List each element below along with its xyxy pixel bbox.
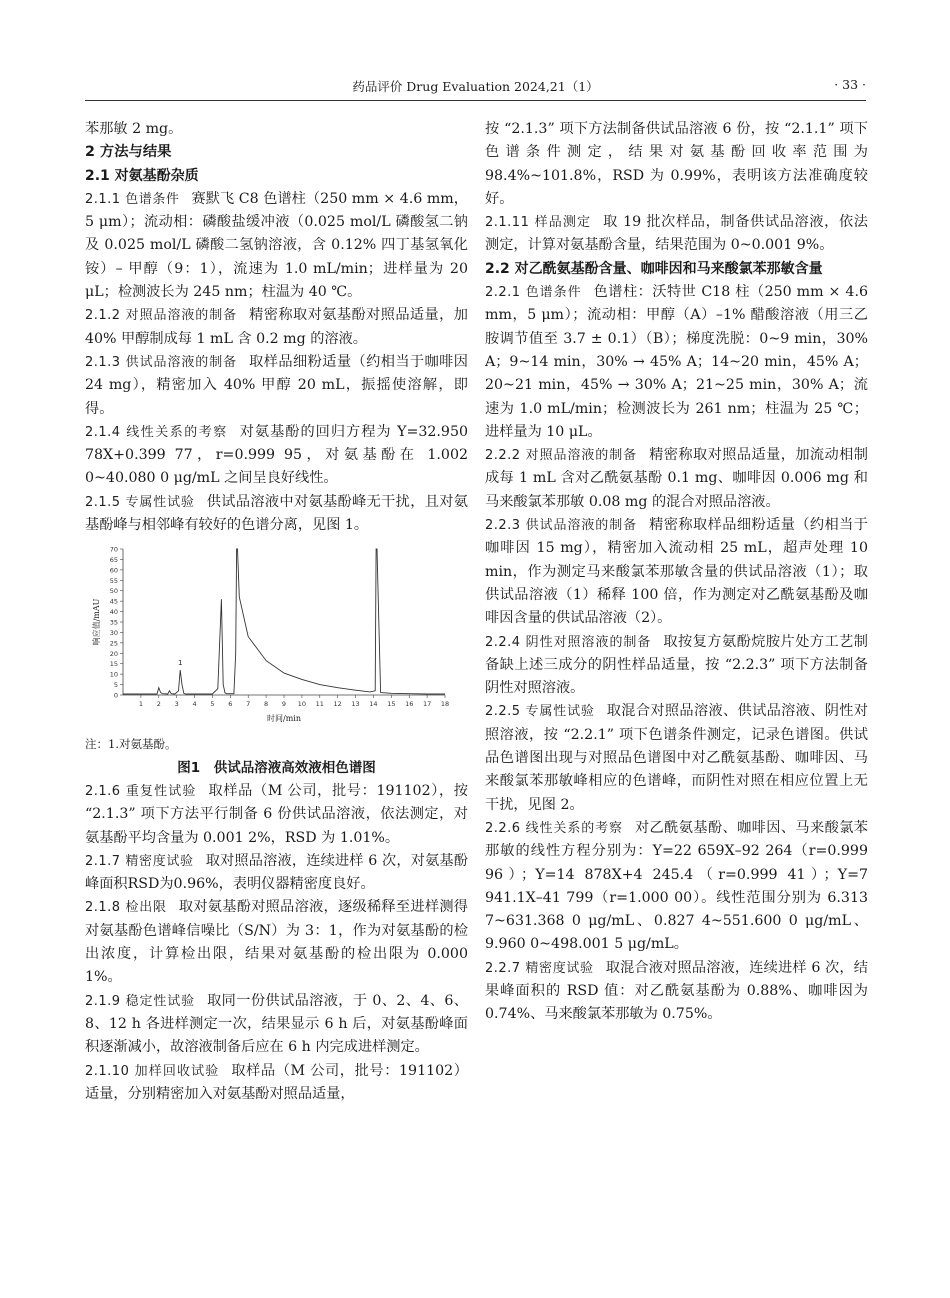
paragraph-label: 2.1.8 检出限	[85, 900, 167, 916]
page-number: · 33 ·	[834, 77, 866, 92]
paragraph: 按 “2.1.3” 项下方法制备供试品溶液 6 份，按 “2.1.1” 项下色谱条件测定，结果对氨基酚回收率范围为 98.4%~101.8%，RSD 为 0.99%，表明该方法准确度较好。	[485, 121, 868, 207]
paragraph	[485, 817, 868, 957]
paragraph	[85, 850, 468, 897]
x-tick-label: 8	[264, 700, 269, 709]
x-tick-label: 17	[422, 700, 432, 709]
x-tick-label: 6	[228, 700, 233, 709]
paragraph-text: 精密称取样品细粉适量（约相当于咖啡因 15 mg），精密加入流动相 25 mL，超声处理 10 min，作为测定马来酸氯苯那敏含量的供试品溶液（1）；取供试品溶液（1）稀释 100 倍，作为测定对乙酰氨基酚及咖啡因含量的供试品溶液（2）。	[485, 517, 868, 627]
y-tick-label: 45	[109, 597, 118, 606]
figure-note: 注：1.对氨基酚。	[85, 737, 177, 752]
paragraph-label: 2.2.5 专属性试验	[485, 704, 595, 720]
paragraph-text: 供试品溶液中对氨基酚峰无干扰，且对氨基酚峰与相邻峰有较好的色谱分离，见图 1。	[85, 493, 468, 534]
x-tick-label: 11	[315, 700, 324, 709]
paragraph-label: 2.2.7 精密度试验	[485, 960, 594, 976]
paragraph-text: 对氨基酚的回归方程为 Y=32.950 78X+0.399 77，r=0.999 95，对氨基酚在 1.002 0~40.080 0 μg/mL 之间呈良好线性。	[85, 423, 468, 487]
paragraph-label: 2.1.10 加样回收试验	[85, 1063, 220, 1079]
paragraph: 苯那敏 2 mg。	[85, 121, 183, 137]
paragraph	[85, 896, 468, 989]
paragraph	[85, 1060, 468, 1107]
y-tick-label: 15	[109, 660, 118, 669]
paragraph	[485, 281, 868, 444]
paragraph-text: 取对照品溶液，连续进样 6 次，对氨基酚峰面积RSD为0.96%，表明仪器精密度良好。	[85, 852, 468, 893]
y-tick-label: 70	[109, 545, 118, 554]
paragraph-text: 取同一份供试品溶液，于 0、2、4、6、8、12 h 各进样测定一次，结果显示 6 h 后，对氨基酚峰面积逐渐减小，故溶液制备后应在 6 h 内完成进样测定。	[85, 992, 468, 1056]
paragraph-text: 取样品细粉适量（约相当于咖啡因 24 mg），精密加入 40% 甲醇 20 mL，振摇使溶解，即得。	[85, 353, 468, 417]
y-axis-label: 响应值/mAU	[92, 598, 101, 646]
x-tick-label: 1	[138, 700, 143, 709]
paragraph-label: 2.1.5 专属性试验	[85, 494, 195, 510]
paragraph-text: 取对氨基酚对照品溶液，逐级稀释至进样测得对氨基酚色谱峰信噪比（S/N）为 3：1，作为对氨基酚的检出浓度，计算检出限，结果对氨基酚的检出限为 0.000 1%。	[85, 899, 468, 986]
x-tick-label: 9	[281, 700, 287, 709]
paragraph	[85, 780, 468, 850]
paragraph	[85, 491, 468, 538]
paragraph-label: 2.1.3 供试品溶液的制备	[85, 354, 238, 370]
paragraph-label: 2.1.4 线性关系的考察	[85, 424, 228, 440]
paragraph-text: 赛默飞 C8 色谱柱（250 mm × 4.6 mm，5 μm）；流动相：磷酸盐缓冲液（0.025 mol/L 磷酸氢二钠及 0.025 mol/L 磷酸二氢钠溶液，含 0.12% 四丁基氢氧化铵）– 甲醇（9：1），流速为 1.0 mL/min；进样量为 20 μL；检测波长为 245 nm；柱温为 40 ℃。	[85, 190, 468, 301]
paragraph-label: 2.2.2 对照品溶液的制备	[485, 448, 638, 464]
paragraph-text: 对乙酰氨基酚、咖啡因、马来酸氯苯那敏的线性方程分别为：Y=22 659X–92 264（r=0.999 96）；Y=14 878X+4 245.4（r=0.999 41）；Y=7 941.1X–41 799（r=1.000 00）。线性范围分别为 6.313 7~631.368 0 μg/mL、0.827 4~551.600 0 μg/mL、9.960 0~498.001 5 μg/mL。	[485, 819, 868, 953]
paragraph	[485, 514, 868, 630]
chromatogram-chart	[85, 543, 468, 731]
paragraph-label: 2.1.6 重复性试验	[85, 783, 197, 799]
section-heading: 2 方法与结果	[85, 144, 172, 161]
paragraph	[485, 957, 868, 1027]
x-axis-label: 时间/min	[267, 714, 301, 724]
paragraph	[485, 211, 868, 258]
x-tick-label: 13	[351, 700, 360, 709]
y-tick-label: 55	[109, 577, 118, 586]
paragraph	[85, 421, 468, 491]
x-tick-label: 10	[297, 700, 307, 709]
paragraph-label: 2.2.1 色谱条件	[485, 285, 582, 301]
x-tick-label: 14	[369, 700, 378, 709]
paragraph	[485, 631, 868, 701]
y-tick-label: 30	[109, 629, 118, 638]
paragraph-text: 色谱柱：沃特世 C18 柱（250 mm × 4.6 mm，5 μm）；流动相：甲醇（A）–1% 醋酸溶液（用三乙胺调节值至 3.7 ± 0.1）（B）；梯度洗脱：0~9 min，30% A；9~14 min，30% → 45% A；14~20 min，45% A；20~21 min，45% → 30% A；21~25 min，30% A；流速为 1.0 mL/min；检测波长为 261 nm；柱温为 25 ℃；进样量为 10 μL。	[485, 284, 868, 440]
paragraph-text: 精密称取对氨基酚对照品适量，加 40% 甲醇制成每 1 mL 含 0.2 mg 的溶液。	[85, 307, 468, 347]
paragraph	[85, 188, 468, 304]
paragraph-text: 精密称取对照品适量，加流动相制成每 1 mL 含对乙酰氨基酚 0.1 mg、咖啡因 0.006 mg 和马来酸氯苯那敏 0.08 mg 的混合对照品溶液。	[485, 447, 868, 510]
paragraph-label: 2.1.9 稳定性试验	[85, 993, 196, 1009]
right-column	[485, 118, 868, 1027]
paragraph-text: 取混合液对照品溶液，连续进样 6 次，结果峰面积的 RSD 值：对乙酰氨基酚为 0.88%、咖啡因为 0.74%、马来酸氯苯那敏为 0.75%。	[485, 959, 868, 1023]
paragraph	[85, 304, 468, 351]
paragraph-text: 取 19 批次样品，制备供试品溶液，依法测定，计算对氨基酚含量，结果范围为 0~0.001 9%。	[485, 214, 869, 254]
paragraph-label: 2.2.6 线性关系的考察	[485, 820, 623, 836]
paragraph-text: 取样品（M 公司，批号：191102），按 “2.1.3” 项下方法平行制备 6 份供试品溶液，依法测定，对氨基酚平均含量为 0.001 2%，RSD 为 1.01%。	[85, 782, 468, 846]
paragraph	[485, 700, 868, 816]
x-tick-label: 15	[387, 700, 396, 709]
y-tick-label: 5	[113, 681, 118, 690]
x-tick-label: 7	[246, 700, 251, 709]
paragraph-label: 2.1.11 样品测定	[485, 215, 592, 231]
y-tick-label: 60	[109, 566, 118, 575]
y-tick-label: 50	[109, 587, 118, 596]
paragraph	[85, 351, 468, 421]
peak-label: 1	[178, 659, 183, 668]
chromatogram-line	[123, 549, 445, 694]
x-tick-label: 16	[405, 700, 414, 709]
paragraph	[85, 990, 468, 1060]
y-tick-label: 40	[109, 608, 118, 617]
figure-1	[85, 543, 468, 780]
paragraph	[485, 444, 868, 514]
x-tick-label: 4	[192, 700, 197, 709]
paragraph-label: 2.1.1 色谱条件	[85, 191, 180, 207]
y-tick-label: 0	[113, 691, 118, 700]
y-tick-label: 65	[109, 556, 118, 565]
paragraph-label: 2.1.7 精密度试验	[85, 853, 194, 869]
subsection-heading: 2.2 对乙酰氨基酚含量、咖啡因和马来酸氯苯那敏含量	[485, 260, 823, 277]
left-column	[85, 118, 468, 1106]
y-tick-label: 25	[109, 639, 118, 648]
x-tick-label: 5	[210, 700, 215, 709]
paragraph-text: 取样品（M 公司，批号：191102）适量，分别精密加入对氨基酚对照品适量，	[85, 1062, 468, 1102]
x-tick-label: 18	[440, 700, 450, 709]
y-tick-label: 10	[109, 670, 118, 679]
paragraph-label: 2.1.2 对照品溶液的制备	[85, 308, 238, 324]
page-header	[85, 76, 866, 101]
figure-caption: 图1 供试品溶液高效液相色谱图	[177, 759, 376, 776]
paragraph-text: 取按复方氨酚烷胺片处方工艺制备缺上述三成分的阴性样品适量，按 “2.2.3” 项下方法制备阴性对照溶液。	[485, 633, 868, 697]
paragraph-label: 2.2.4 阴性对照溶液的制备	[485, 634, 652, 650]
journal-title: 药品评价 Drug Evaluation 2024,21（1）	[352, 79, 599, 94]
paragraph-text: 取混合对照品溶液、供试品溶液、阴性对照溶液，按 “2.2.1” 项下色谱条件测定，记录色谱图。供试品色谱图出现与对照品色谱图中对乙酰氨基酚、咖啡因、马来酸氯苯那敏峰相应的色谱峰，而阴性对照在相应位置上无干扰，见图 2。	[485, 703, 868, 813]
x-tick-label: 2	[156, 700, 161, 709]
subsection-heading: 2.1 对氨基酚杂质	[85, 167, 199, 184]
x-tick-label: 12	[333, 700, 342, 709]
y-tick-label: 20	[109, 650, 118, 659]
x-tick-label: 3	[174, 700, 179, 709]
y-tick-label: 35	[109, 618, 118, 627]
paragraph-label: 2.2.3 供试品溶液的制备	[485, 518, 638, 534]
